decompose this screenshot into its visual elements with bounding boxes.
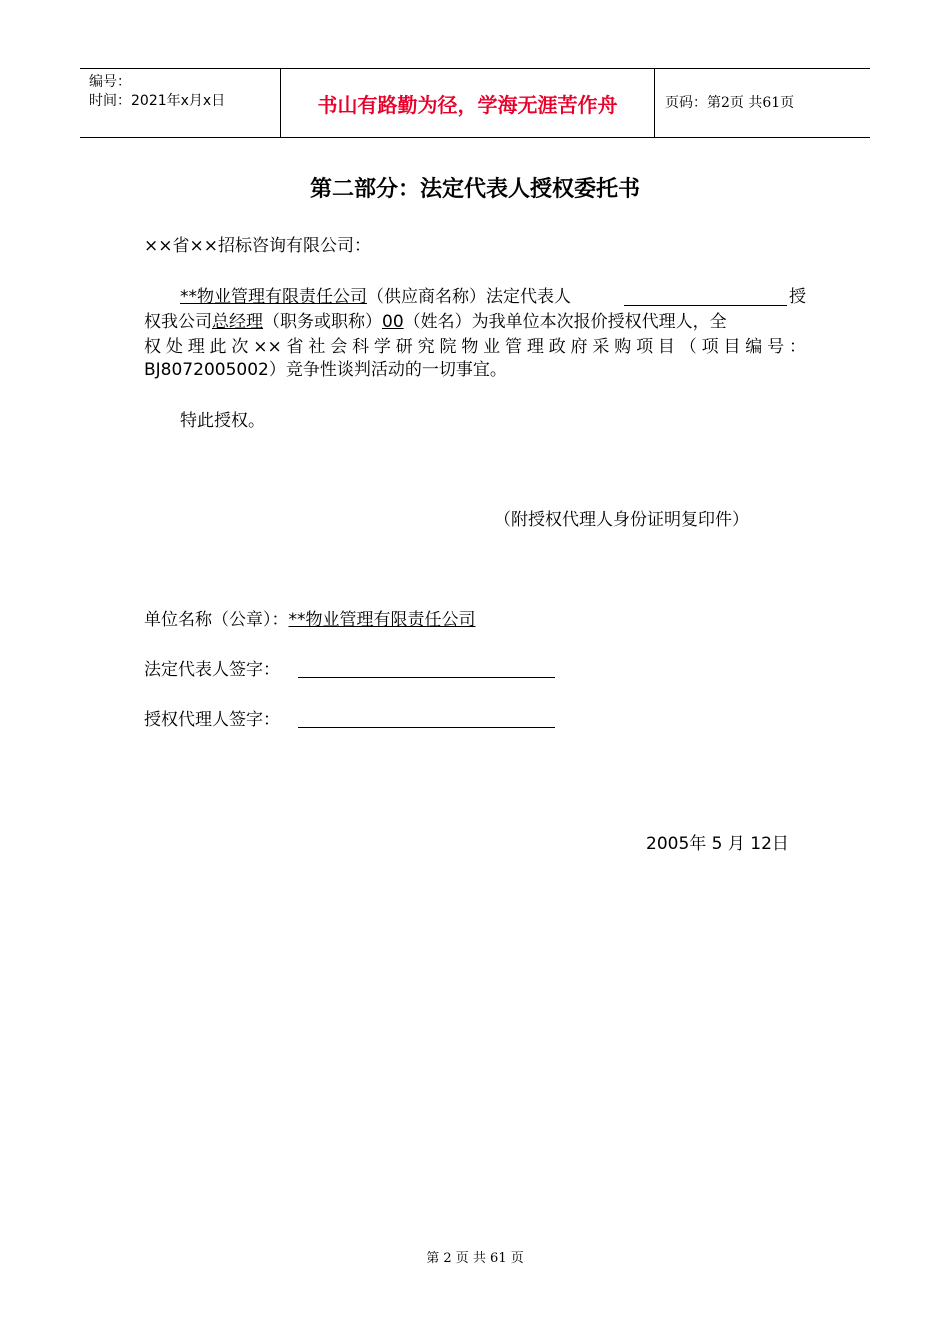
paragraph-line: 权我公司总经理（职务或职称）00（姓名）为我单位本次报价授权代理人，全	[144, 312, 727, 332]
legal-rep-signature-label: 法定代表人签字：	[144, 660, 280, 680]
addressee: ××省××招标咨询有限公司：	[144, 236, 371, 256]
unit-name-label: 单位名称（公章）：	[144, 610, 289, 630]
document-time: 时间：2021年x月x日	[89, 93, 226, 109]
agent-signature-line	[298, 710, 555, 728]
position-value: 总经理	[212, 312, 263, 332]
header-divider	[654, 69, 655, 137]
header-motto: 书山有路勤为径，学海无涯苦作舟	[317, 92, 618, 117]
signing-date: 2005年 5 月 12日	[646, 834, 789, 854]
agent-name-value: 00	[382, 312, 404, 332]
agent-signature-label: 授权代理人签字：	[144, 710, 280, 730]
unit-name-value: **物业管理有限责任公司	[288, 610, 476, 630]
paragraph-line: 权处理此次××省社会科学研究院物业管理政府采购项目（项目编号：	[144, 337, 806, 357]
document-number: 编号：	[89, 74, 131, 90]
header-page-number: 页码：第2页 共61页	[665, 95, 795, 111]
legal-rep-blank	[624, 288, 787, 306]
legal-rep-signature-line	[298, 660, 555, 678]
attachment-note: （附授权代理人身份证明复印件）	[494, 510, 749, 530]
page-header	[80, 68, 870, 138]
paragraph-line: 授	[789, 287, 806, 307]
authorization-statement: 特此授权。	[180, 411, 265, 431]
document-title: 第二部分：法定代表人授权委托书	[309, 177, 640, 202]
page-footer: 第 2 页 共 61 页	[426, 1251, 524, 1266]
paragraph-line: BJ8072005002）竞争性谈判活动的一切事宜。	[144, 360, 507, 380]
paragraph-line: **物业管理有限责任公司（供应商名称）法定代表人	[180, 287, 571, 307]
header-meta	[89, 73, 225, 111]
unit-name-line	[144, 608, 476, 632]
company-name: **物业管理有限责任公司	[180, 287, 367, 307]
